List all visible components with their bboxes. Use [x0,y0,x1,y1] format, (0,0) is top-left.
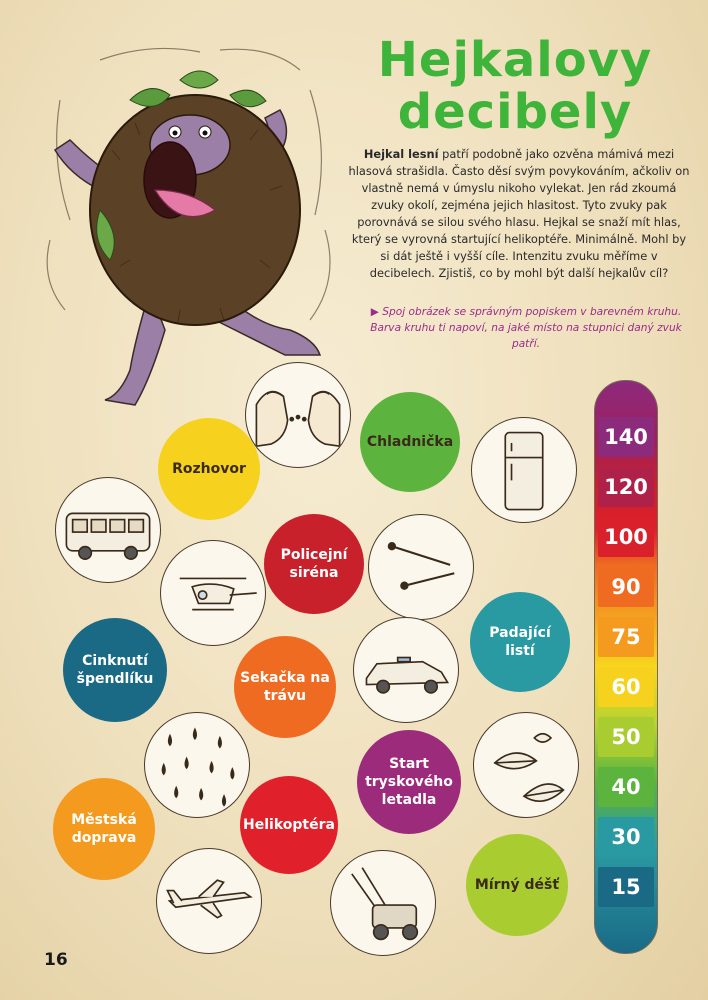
scale-140: 140 [595,417,657,457]
title-line-1: Hejkalovy [377,32,653,88]
picture-police-car[interactable] [353,617,459,723]
instruction-text: Spoj obrázek se správným popiskem v barevném kruhu. Barva kruhu ti napoví, na jaké místo na stupnici daný zvuk patří. [370,306,682,350]
label-light-rain[interactable]: Mírný déšť [466,834,568,936]
scale-100: 100 [595,517,657,557]
picture-conversation[interactable] [245,362,351,468]
scale-90: 90 [595,567,657,607]
picture-helicopter[interactable] [160,540,266,646]
label-jet-takeoff[interactable]: Start tryskového letadla [357,730,461,834]
scale-120: 120 [595,467,657,507]
scale-30: 30 [595,817,657,857]
page-title [350,34,680,138]
label-city-traffic[interactable]: Městská doprava [53,778,155,880]
label-helicopter[interactable]: Helikoptéra [240,776,338,874]
instruction [356,304,696,352]
scale-50: 50 [595,717,657,757]
label-police-siren[interactable]: Policejní siréna [264,514,364,614]
label-pin-drop[interactable]: Cinknutí špendlíku [63,618,167,722]
scale-40: 40 [595,767,657,807]
decibel-scale [594,380,658,954]
picture-fridge[interactable] [471,417,577,523]
label-conversation[interactable]: Rozhovor [158,418,260,520]
play-arrow-icon: ▶ [370,306,383,318]
picture-jet-plane[interactable] [156,848,262,954]
scale-75: 75 [595,617,657,657]
picture-raindrops[interactable] [144,712,250,818]
picture-falling-leaves[interactable] [473,712,579,818]
label-falling-leaves[interactable]: Padající listí [470,592,570,692]
label-lawn-mower[interactable]: Sekačka na trávu [234,636,336,738]
intro-text [348,146,690,282]
picture-bus[interactable] [55,477,161,583]
picture-pins[interactable] [368,514,474,620]
intro-rest: patří podobně jako ozvěna mámivá mezi hlasová strašidla. Často děsí svým povykováním, ačkoliv on vlastně nemá v úmyslu nikoho vylekat. Jen rád zkoumá zvuky okolí, zejména jejich hlasitost. Tyto zvuky pak porovnává se silou svého hlasu. Hejkal se snaží mít hlas, který se vyrovná startující helikoptéře. Minimálně. Mohl by si dát ještě i vyšší cíle. Intenzitu zvuku měříme v decibelech. Zjistiš, co by mohl být další hejkalův cíl? [348,147,690,280]
label-fridge[interactable]: Chladnička [360,392,460,492]
title-line-2: decibely [397,84,633,140]
page-number: 16 [44,950,68,970]
intro-bold: Hejkal lesní [363,147,439,161]
scale-15: 15 [595,867,657,907]
picture-lawn-mower[interactable] [330,850,436,956]
scale-60: 60 [595,667,657,707]
